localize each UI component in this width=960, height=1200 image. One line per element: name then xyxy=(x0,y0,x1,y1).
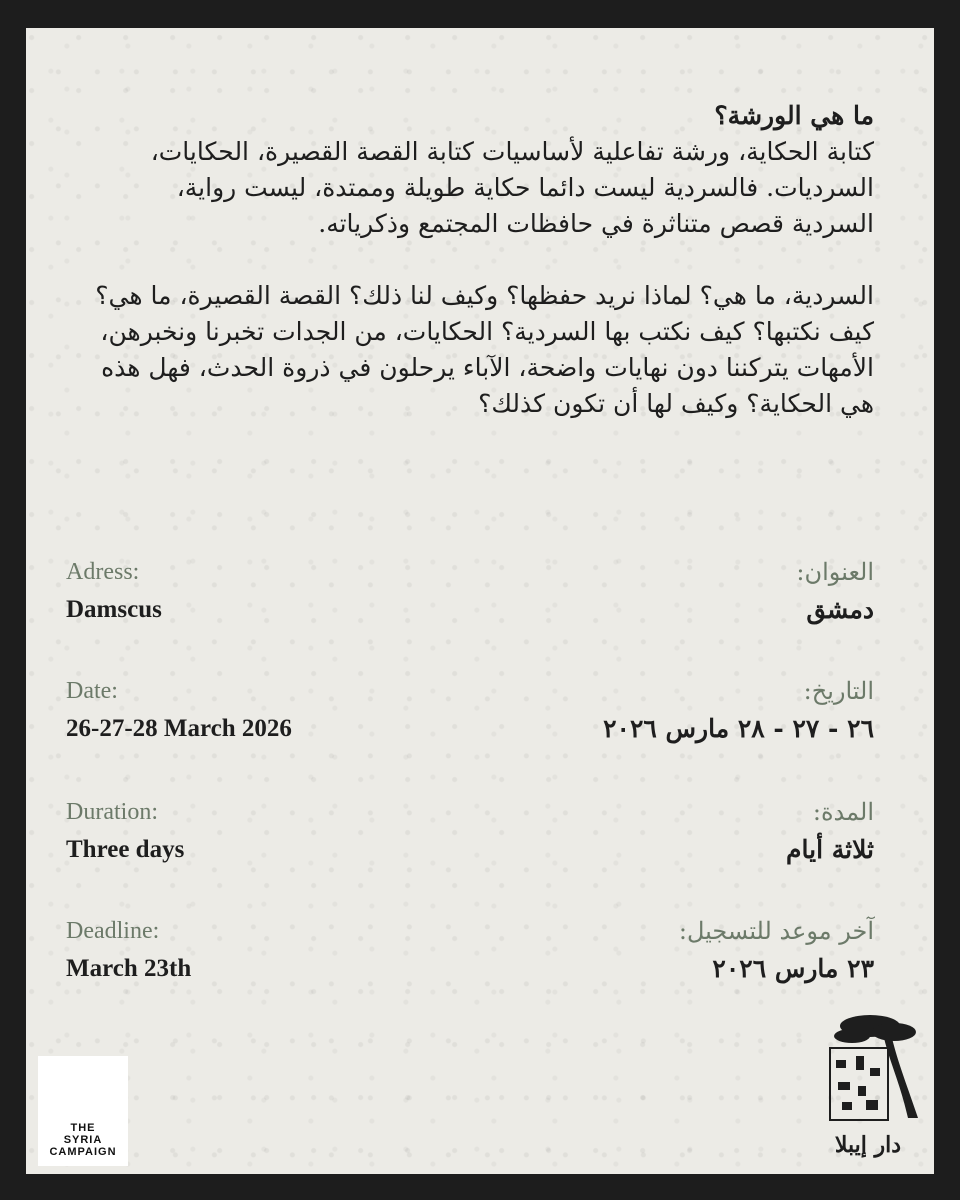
deadline-en xyxy=(66,916,386,986)
address-value-ar: دمشق xyxy=(806,595,874,624)
duration-en xyxy=(66,797,386,867)
dar-ebla-wordmark: دار إيبلا xyxy=(834,1132,902,1158)
syria-campaign-wordmark: THE SYRIA CAMPAIGN xyxy=(49,1122,117,1158)
date-en xyxy=(66,676,386,746)
deadline-ar xyxy=(554,916,874,986)
duration-value-ar: ثلاثة أيام xyxy=(786,835,874,864)
deadline-label-ar: آخر موعد للتسجيل: xyxy=(678,917,874,945)
date-value-en: 26-27-28 March 2026 xyxy=(66,715,292,742)
intro-paragraph-2: السردية، ما هي؟ لماذا نريد حفظها؟ وكيف لنا ذلك؟ القصة القصيرة، ما هي؟ كيف نكتبها؟ كيف نكتب بها السردية؟ الحكايات، من الجدات تخبرنا ونخبرهن، الأمهات يتركننا دون نهايات واضحة، الآباء يرحلون في ذروة الحدث، فهل هذه هي الحكاية؟ وكيف لها أن تكون كذلك؟ xyxy=(95,281,874,418)
address-label-ar: العنوان: xyxy=(796,558,874,586)
duration-label-en: Duration: xyxy=(66,799,158,825)
syria-campaign-logo xyxy=(38,1056,128,1166)
intro-heading: ما هي الورشة؟ xyxy=(714,101,874,130)
date-value-ar: ٢٦ - ٢٧ - ٢٨ مارس ٢٠٢٦ xyxy=(603,714,874,743)
deadline-value-en: March 23th xyxy=(66,955,192,982)
date-label-en: Date: xyxy=(66,678,118,704)
address-ar xyxy=(554,557,874,627)
workshop-intro xyxy=(94,98,874,422)
duration-label-ar: المدة: xyxy=(812,798,874,826)
deadline-value-ar: ٢٣ مارس ٢٠٢٦ xyxy=(712,954,874,983)
deadline-label-en: Deadline: xyxy=(66,918,160,944)
address-en xyxy=(66,557,386,627)
intro-paragraph-1: كتابة الحكاية، ورشة تفاعلية لأساسيات كتابة القصة القصيرة، الحكايات، السرديات. فالسردية ليست دائما حكاية طويلة وممتدة، ليست رواية، السردية قصص متناثرة في حافظات المجتمع وذكرياته. xyxy=(150,137,874,238)
duration-value-en: Three days xyxy=(66,836,185,863)
date-ar xyxy=(554,676,874,746)
address-label-en: Adress: xyxy=(66,559,140,585)
duration-ar xyxy=(554,797,874,867)
date-label-ar: التاريخ: xyxy=(803,677,874,705)
address-value-en: Damscus xyxy=(66,596,162,623)
dar-ebla-logo xyxy=(812,1008,924,1158)
tree-house-icon xyxy=(812,1008,924,1128)
